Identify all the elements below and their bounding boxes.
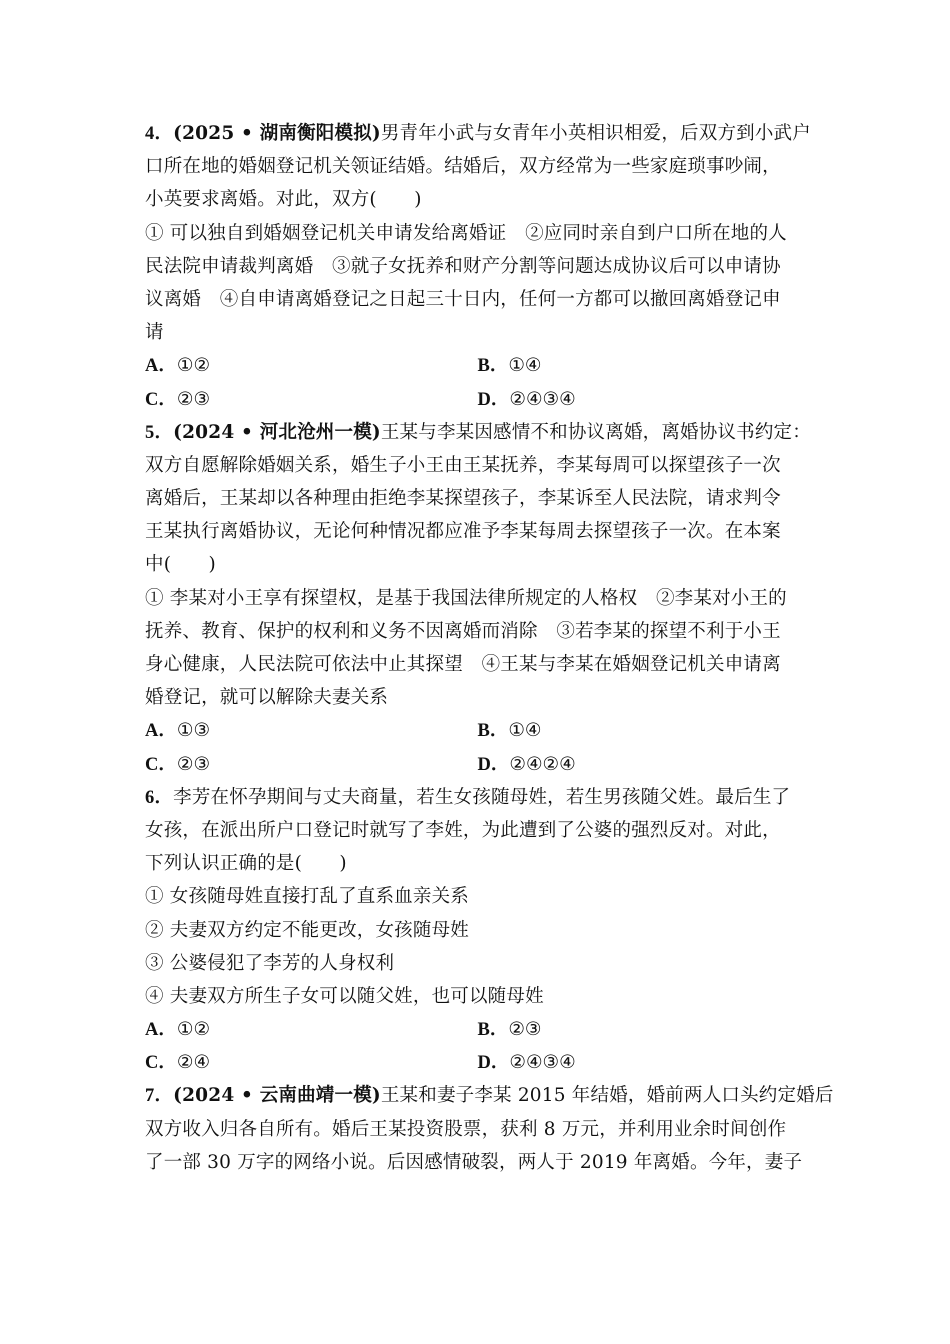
option-c: C．②④: [145, 1052, 211, 1074]
option-a: A．①②: [145, 355, 211, 377]
options-row: [145, 349, 810, 382]
question-stem-line: 小英要求离婚。对此，双方( ): [145, 189, 422, 211]
options-row: [145, 1046, 810, 1079]
statement-line: ① 可以独自到婚姻登记机关申请发给离婚证 ②应同时亲自到户口所在地的人: [145, 222, 787, 244]
statement-line: 抚养、教育、保护的权利和义务不因离婚而消除 ③若李某的探望不利于小王: [145, 620, 781, 642]
option-a: A．①②: [145, 1019, 211, 1041]
statement-line: 议离婚 ④自申请离婚登记之日起三十日内，任何一方都可以撤回离婚登记申: [145, 288, 781, 310]
question-stem-line: 女孩，在派出所户口登记时就写了李姓，为此遭到了公婆的强烈反对。对此，: [145, 819, 781, 841]
question-stem-line: 中( ): [145, 554, 216, 576]
question-stem-line: 双方自愿解除婚姻关系，婚生子小王由王某抚养，李某每周可以探望孩子一次: [145, 454, 781, 476]
question-stem-line: 王某执行离婚协议，无论何种情况都应准予李某每周去探望孩子一次。在本案: [145, 521, 781, 543]
question-4: [145, 117, 810, 416]
question-stem-line: 双方收入归各自所有。婚后王某投资股票，获利 8 万元，并利用业余时间创作: [145, 1118, 787, 1140]
option-b: B．①④: [477, 355, 542, 377]
question-stem-line: 口所在地的婚姻登记机关领证结婚。结婚后，双方经常为一些家庭琐事吵闹，: [145, 156, 781, 178]
option-c: C．②③: [145, 753, 211, 775]
question-stem-line: 5．(2024 • 河北沧州一模)王某与李某因感情不和协议离婚，离婚协议书约定：: [145, 421, 811, 443]
statement-line: 婚登记，就可以解除夫妻关系: [145, 687, 389, 709]
statement-line: ① 女孩随母姓直接打乱了直系血亲关系: [145, 886, 469, 908]
question-number: 5．: [145, 422, 174, 443]
options-row: [145, 1013, 810, 1046]
statement-line: 请: [145, 322, 164, 344]
option-b: B．①④: [477, 720, 542, 742]
question-stem-line: 4．(2025 • 湖南衡阳模拟)男青年小武与女青年小英相识相爱，后双方到小武户: [145, 123, 811, 144]
statement-line: ① 李某对小王享有探望权，是基于我国法律所规定的人格权 ②李某对小王的: [145, 587, 787, 609]
question-stem-line: 7．(2024 • 云南曲靖一模)王某和妻子李某 2015 年结婚，婚前两人口头约定婚后: [145, 1085, 834, 1107]
question-source: (2025 • 湖南衡阳模拟): [173, 123, 381, 144]
statement-line: ② 夫妻双方约定不能更改，女孩随母姓: [145, 919, 469, 941]
options-row: [145, 383, 810, 416]
option-a: A．①③: [145, 720, 211, 742]
question-stem-line: 离婚后，王某却以各种理由拒绝李某探望孩子，李某诉至人民法院，请求判令: [145, 488, 781, 510]
options-row: [145, 714, 810, 747]
document-page: [145, 117, 834, 1179]
statement-line: ④ 夫妻双方所生子女可以随父姓，也可以随母姓: [145, 985, 544, 1007]
question-number: 7．: [145, 1086, 174, 1107]
question-5: [145, 416, 810, 781]
options-row: [145, 748, 810, 781]
option-b: B．②③: [477, 1019, 542, 1041]
statement-line: ③ 公婆侵犯了李芳的人身权利: [145, 952, 395, 974]
question-stem-line: 了一部 30 万字的网络小说。后因感情破裂，两人于 2019 年离婚。今年，妻子: [145, 1151, 803, 1173]
question-6: [145, 781, 810, 1080]
option-c: C．②③: [145, 388, 211, 410]
question-number: 4．: [145, 124, 174, 144]
statement-line: 民法院申请裁判离婚 ③就子女抚养和财产分割等问题达成协议后可以申请协: [145, 255, 781, 277]
option-d: D．②④②④: [477, 753, 576, 775]
question-stem-line: 6．李芳在怀孕期间与丈夫商量，若生女孩随母姓，若生男孩随父姓。最后生了: [145, 786, 791, 808]
option-d: D．②④③④: [477, 1052, 576, 1074]
question-7: [145, 1079, 834, 1179]
statement-line: 身心健康，人民法院可依法中止其探望 ④王某与李某在婚姻登记机关申请离: [145, 654, 781, 675]
question-stem-line: 下列认识正确的是( ): [145, 853, 347, 875]
question-number: 6．: [145, 787, 174, 808]
option-d: D．②④③④: [477, 388, 576, 410]
question-source: (2024 • 云南曲靖一模): [173, 1085, 381, 1107]
question-source: (2024 • 河北沧州一模): [173, 421, 381, 443]
